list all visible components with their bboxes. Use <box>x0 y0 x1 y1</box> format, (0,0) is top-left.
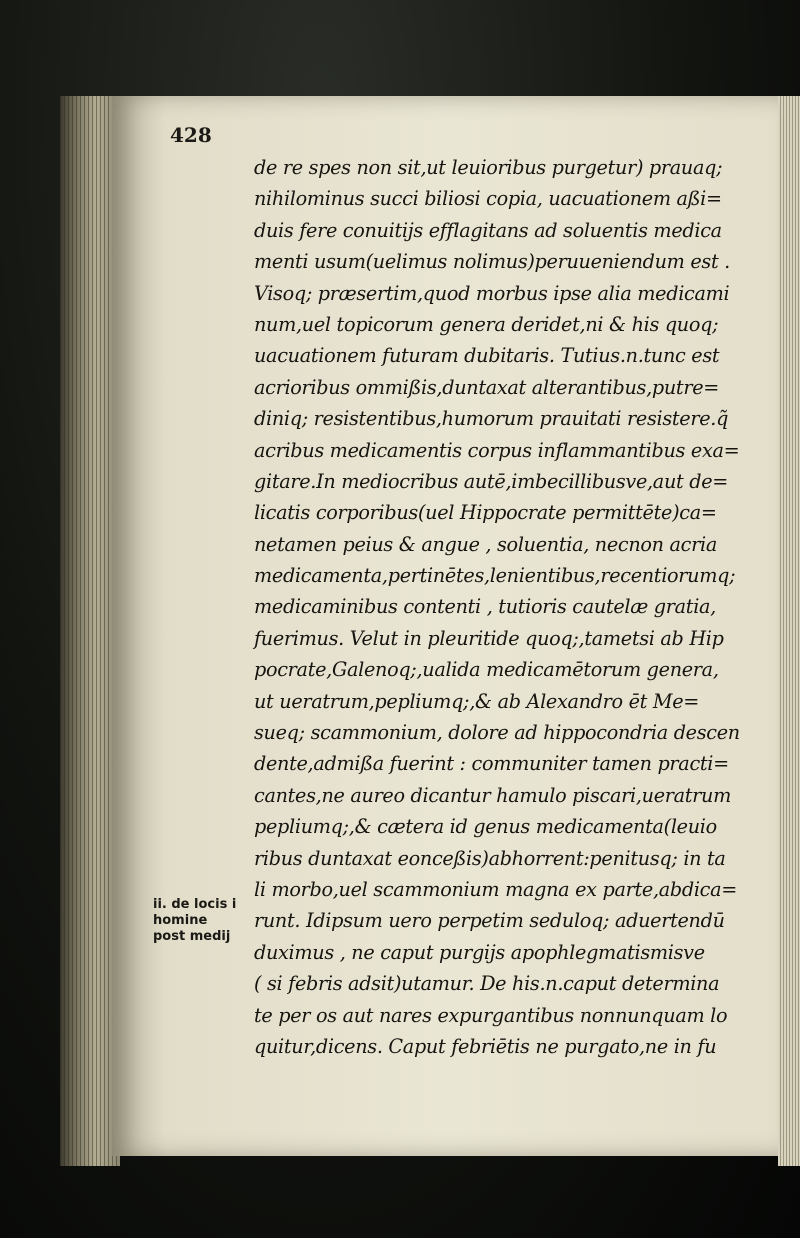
margin-note <box>153 897 253 945</box>
page-number: 428 <box>170 123 212 147</box>
text-line: te per os aut nares expurgantibus nonnunquam lo <box>254 1003 728 1027</box>
body-text <box>254 152 784 1062</box>
text-line: uacuationem futuram dubitaris. Tutius.n.tunc est <box>254 344 720 368</box>
text-line: diniq; resistentibus,humorum prauitati resistere.q̃ <box>254 407 729 431</box>
text-line: num,uel topicorum genera deridet,ni & his quoq; <box>254 312 719 336</box>
text-line: acrioribus ommißis,duntaxat alterantibus,putre= <box>254 375 720 399</box>
text-line: pocrate,Galenoq;,ualida medicamētorum genera, <box>254 658 719 682</box>
text-line: cantes,ne aureo dicantur hamulo piscari,ueratrum <box>254 783 731 807</box>
text-line: sueq; scammonium, dolore ad hippocondria descen <box>254 721 740 745</box>
text-line: fuerimus. Velut in pleuritide quoq;,tametsi ab Hip <box>254 626 724 650</box>
text-line: netamen peius & angue , soluentia, necnon acria <box>254 532 717 556</box>
text-line: runt. Idipsum uero perpetim seduloq; aduertendū <box>254 909 725 933</box>
margin-note-line: post medij <box>153 929 231 944</box>
text-line: ribus duntaxat eonceßis)abhorrent:penitusq; in ta <box>254 846 726 870</box>
text-line: licatis corporibus(uel Hippocrate permittēte)ca= <box>254 501 717 525</box>
margin-note-line: ii. de locis i <box>153 897 237 912</box>
text-line: quitur,dicens. Caput febriētis ne purgato,ne in fu <box>254 1034 717 1058</box>
text-line: nihilominus succi biliosi copia, uacuationem aßi= <box>254 187 722 211</box>
text-line: dente,admißa fuerint : communiter tamen practi= <box>254 752 729 776</box>
text-line: Visoq; præsertim,quod morbus ipse alia medicami <box>254 281 730 305</box>
text-line: medicaminibus contenti , tutioris cautelæ gratia, <box>254 595 716 619</box>
page-edges <box>60 96 120 1166</box>
text-line: duximus , ne caput purgijs apophlegmatismisve <box>254 940 705 964</box>
text-line: menti usum(uelimus nolimus)peruueniendum est . <box>254 250 730 274</box>
text-line: medicamenta,pertinētes,lenientibus,recentiorumq; <box>254 564 736 588</box>
text-line: ( si febris adsit)utamur. De his.n.caput determina <box>254 972 720 996</box>
text-line: acribus medicamentis corpus inflammantibus exa= <box>254 438 740 462</box>
text-line: duis fere conuitijs efflagitans ad soluentis medica <box>254 218 722 242</box>
margin-note-line: homine <box>153 913 208 928</box>
text-line: ut ueratrum,pepliumq;,& ab Alexandro ēt Me= <box>254 689 700 713</box>
text-line: li morbo,uel scammonium magna ex parte,abdica= <box>254 877 738 901</box>
text-line: de re spes non sit,ut leuioribus purgetur) prauaq; <box>254 156 723 179</box>
text-line: gitare.In mediocribus autē,imbecillibusve,aut de= <box>254 469 729 493</box>
text-line: pepliumq;,& cætera id genus medicamenta(leuio <box>254 815 717 839</box>
left-page-stack <box>60 96 120 1166</box>
